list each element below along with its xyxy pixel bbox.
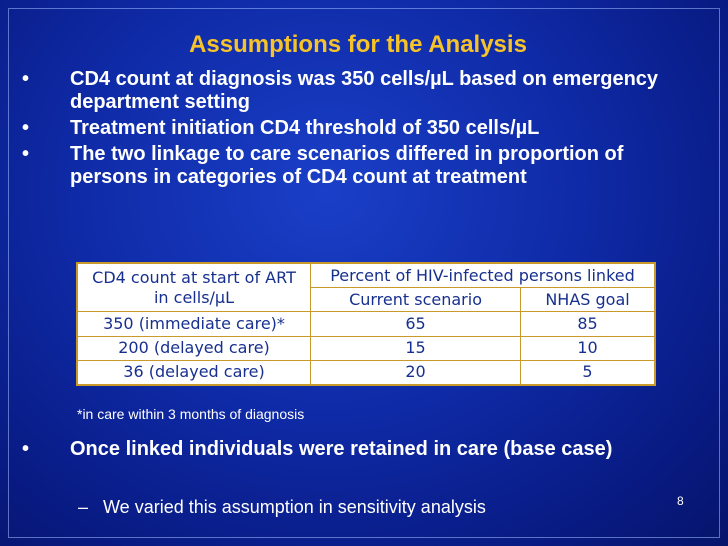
table-footnote: *in care within 3 months of diagnosis	[77, 406, 305, 422]
table-header-row	[78, 264, 655, 288]
subheader-goal: NHAS goal	[521, 288, 655, 312]
col1-header-line2: in cells/µL	[153, 287, 235, 307]
row-label: 36 (delayed care)	[78, 360, 311, 384]
row-current: 65	[311, 312, 521, 336]
cd4-table-grid	[77, 263, 655, 385]
bullet-item	[22, 438, 720, 461]
subheader-current: Current scenario	[311, 288, 521, 312]
bullet-marker: •	[22, 117, 30, 139]
row-goal: 10	[521, 336, 655, 360]
row-label: 350 (immediate care)*	[78, 312, 311, 336]
table-row	[78, 360, 655, 384]
row-label: 200 (delayed care)	[78, 336, 311, 360]
row-current: 15	[311, 336, 521, 360]
col1-header	[78, 264, 311, 312]
cd4-table	[76, 262, 656, 386]
page-number: 8	[677, 494, 684, 508]
col1-header-line1: CD4 count at start of ART	[92, 267, 296, 287]
group-header: Percent of HIV-infected persons linked	[311, 264, 655, 288]
bullet-marker: •	[22, 438, 30, 460]
row-goal: 5	[521, 360, 655, 384]
bullet-item	[22, 143, 672, 189]
bullet-text: Treatment initiation CD4 threshold of 350 cells/µL	[70, 117, 540, 139]
row-goal: 85	[521, 312, 655, 336]
bullet-text: Once linked individuals were retained in care (base case)	[70, 438, 613, 460]
sub-bullet-item	[78, 496, 486, 518]
row-current: 20	[311, 360, 521, 384]
bullet-item	[22, 117, 672, 140]
slide-title: Assumptions for the Analysis	[189, 31, 527, 58]
bullet-marker: •	[22, 143, 30, 165]
bullet-item	[22, 68, 672, 114]
bullet-text: The two linkage to care scenarios differed in proportion of persons in categories of CD4 count at treatment	[70, 143, 624, 188]
bullet-list	[22, 68, 672, 192]
sub-bullet-marker: –	[78, 497, 89, 517]
bullet-marker: •	[22, 68, 30, 90]
table-row	[78, 312, 655, 336]
bullet-text: CD4 count at diagnosis was 350 cells/µL based on emergency department setting	[70, 68, 659, 113]
sub-bullet-text: We varied this assumption in sensitivity analysis	[103, 497, 486, 517]
table-row	[78, 336, 655, 360]
